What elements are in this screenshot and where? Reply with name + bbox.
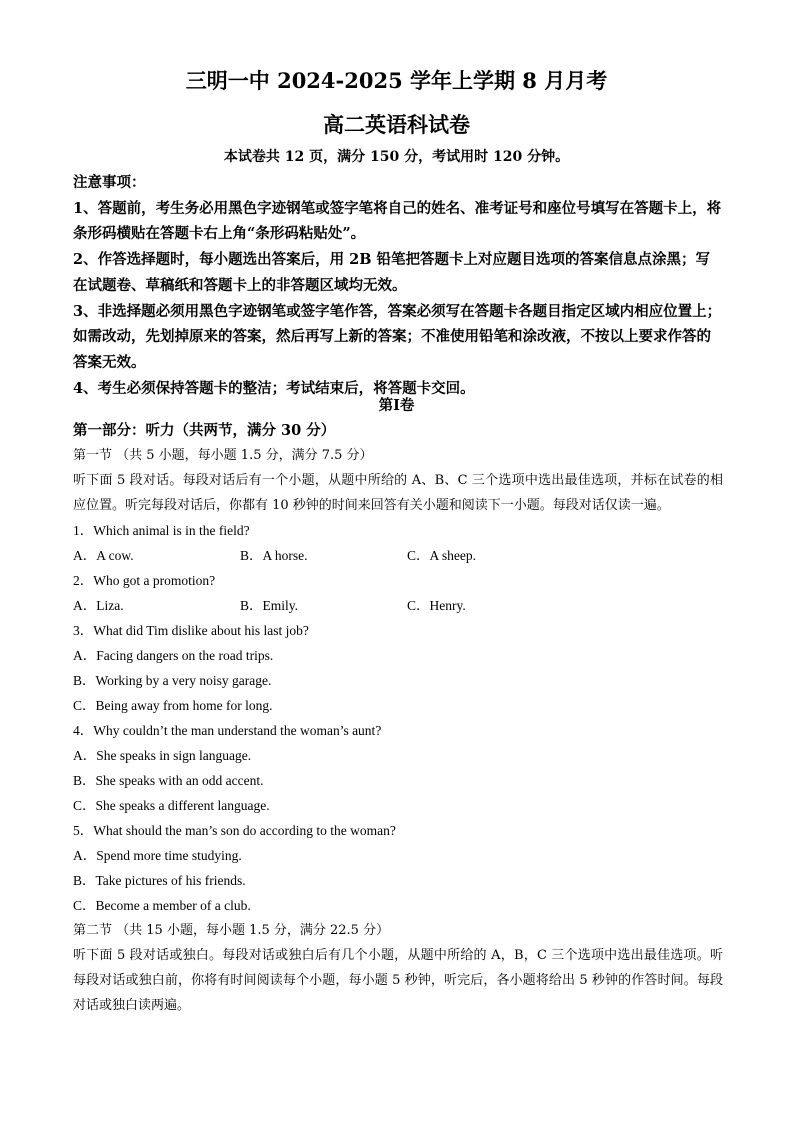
question-options [73, 543, 723, 568]
option-c: C．Become a member of a club. [73, 898, 251, 913]
option-b: B．A horse. [240, 548, 308, 563]
section2-heading: 第二节 （共 15 小题，每小题 1.5 分，满分 22.5 分） [73, 923, 390, 938]
option-a: A．A cow. [73, 548, 134, 563]
option-c: C．Henry. [407, 598, 466, 613]
question-stem: 5．What should the man’s son do according to the woman? [73, 823, 396, 838]
part1-heading: 第一部分：听力（共两节，满分 30 分） [73, 422, 336, 439]
section1-instructions: 听下面 5 段对话。每段对话后有一个小题，从题中所给的 A、B、C 三个选项中选出最佳选项，并标在试卷的相应位置。听完每段对话后，你都有 10 秒钟的时间来回答有关小题和阅读下一小题。每段对话仅读一遍。 [73, 473, 723, 513]
section2-instructions: 听下面 5 段对话或独白。每段对话或独白后有几个小题，从题中所给的 A，B，C 三个选项中选出最佳选项。听每段对话或独白前，你将有时间阅读每个小题，每小题 5 秒钟，听完后，各小题将给出 5 秒钟的作答时间。每段对话或独白读两遍。 [73, 948, 723, 1013]
option-a: A．Spend more time studying. [73, 848, 242, 863]
notes-heading: 注意事项： [73, 174, 146, 191]
question-stem: 3．What did Tim dislike about his last job? [73, 623, 309, 638]
listening-part [73, 418, 723, 1018]
note-item: 3、非选择题必须用黑色字迹钢笔或签字笔作答，答案必须写在答题卡各题目指定区域内相应位置上；如需改动，先划掉原来的答案，然后再写上新的答案；不准使用铅笔和涂改液，不按以上要求作答的答案无效。 [73, 302, 722, 371]
section1-heading: 第一节 （共 5 小题，每小题 1.5 分，满分 7.5 分） [73, 448, 373, 463]
note-item: 2、作答选择题时，每小题选出答案后，用 2B 铅笔把答题卡上对应题目选项的答案信息点涂黑；写在试题卷、草稿纸和答题卡上的非答题区域均无效。 [73, 251, 711, 294]
option-c: C．Being away from home for long. [73, 698, 273, 713]
volume-heading: 第Ⅰ卷 [378, 397, 415, 414]
option-b: B．Emily. [240, 598, 299, 613]
option-a: A．She speaks in sign language. [73, 748, 252, 763]
option-a: A．Facing dangers on the road trips. [73, 648, 274, 663]
option-b: B．Take pictures of his friends. [73, 873, 246, 888]
note-item: 4、考生必须保持答题卡的整洁；考试结束后，将答题卡交回。 [73, 379, 475, 397]
question-stem: 1．Which animal is in the field? [73, 523, 250, 538]
option-b: B．She speaks with an odd accent. [73, 773, 264, 788]
note-item: 1、答题前，考生务必用黑色字迹钢笔或签字笔将自己的姓名、准考证号和座位号填写在答题卡上，将条形码横贴在答题卡右上角“条形码粘贴处”。 [73, 199, 722, 243]
question-stem: 2．Who got a promotion? [73, 573, 216, 588]
option-c: C．A sheep. [407, 548, 476, 563]
option-a: A．Liza. [73, 598, 124, 613]
exam-meta: 本试卷共 12 页，满分 150 分，考试用时 120 分钟。 [223, 149, 570, 165]
question-options [73, 593, 723, 618]
notes-section [73, 170, 723, 401]
option-b: B．Working by a very noisy garage. [73, 673, 272, 688]
exam-title: 三明一中 2024-2025 学年上学期 8 月月考 [185, 68, 608, 93]
question-stem: 4．Why couldn’t the man understand the woman’s aunt? [73, 723, 382, 738]
exam-subtitle: 高二英语科试卷 [323, 112, 470, 137]
option-c: C．She speaks a different language. [73, 798, 270, 813]
